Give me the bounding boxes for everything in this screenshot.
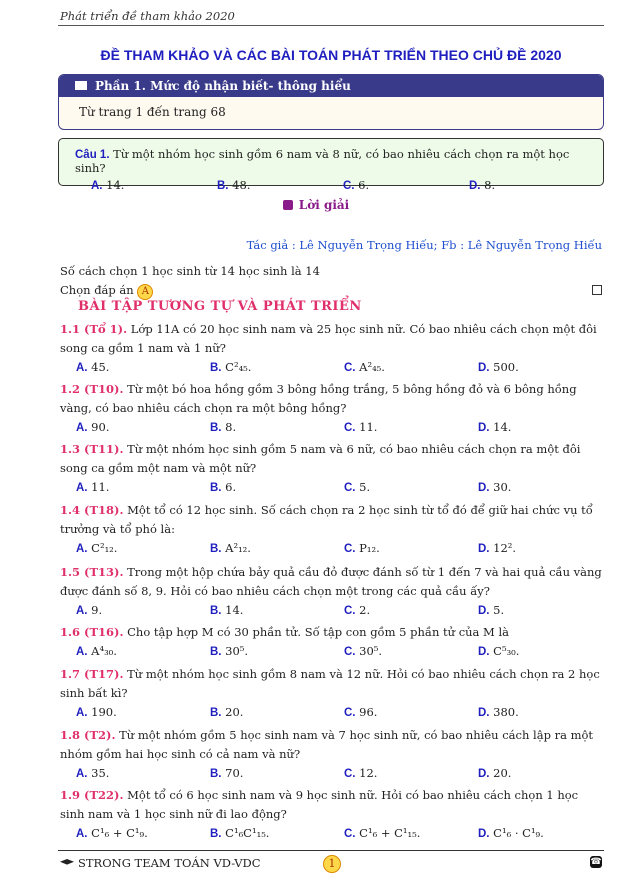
option-b: B. 20. [210,705,244,719]
option-d: D. 20. [478,766,512,780]
phone-icon: ☎ [590,857,602,867]
problem-number: 1.1 (Tổ 1). [60,322,128,336]
option-a: A. 90. [76,420,110,434]
option-a: A. 45. [76,360,110,374]
option-d: D. C⁵₃₀. [478,644,520,658]
footer-rule [58,850,604,851]
problem-item [60,440,604,497]
problem-item [60,623,604,661]
option-d: D. 380. [478,705,519,719]
question-label: Câu 1. [75,149,110,161]
problem-number: 1.4 (T18). [60,503,124,517]
problem-text: 1.5 (T13). Trong một hộp chứa bảy quả cầu đỏ được đánh số từ 1 đến 7 và hai quả cầu vàng được đánh số 8, 9. Hỏi có bao nhiêu cách chọn một trong các quả cầu ấy? [60,565,602,598]
option-c: C. 11. [344,420,378,434]
solution-text: Số cách chọn 1 học sinh từ 14 học sinh là 14 [60,264,320,278]
option-c: C. 5. [344,480,371,494]
problem-text: 1.8 (T2). Từ một nhóm gồm 5 học sinh nam và 7 học sinh nữ, có bao nhiêu cách lập ra một nhóm gồm hai học sinh có cả nam và nữ? [60,728,594,761]
question-line [59,139,603,175]
option-b: B. 70. [210,766,244,780]
problem-options [60,478,604,497]
problem-item [60,563,604,620]
header-rule [58,25,604,26]
section-title: BÀI TẬP TƯƠNG TỰ VÀ PHÁT TRIỂN [78,299,362,314]
problem-item [60,501,604,558]
problem-number: 1.5 (T13). [60,565,124,579]
option-d: D. 8. [469,178,496,192]
problem-options [60,358,604,377]
problem-item [60,726,604,783]
part-heading-text: Phần 1. Mức độ nhận biết- thông hiểu [95,79,351,93]
option-c: C. 12. [344,766,378,780]
problem-text: 1.7 (T17). Từ một nhóm học sinh gồm 8 nam và 12 nữ. Hỏi có bao nhiêu cách chọn ra 2 học sinh bất kì? [60,667,600,700]
option-b: B. 30⁵. [210,644,249,658]
option-d: D. 14. [478,420,512,434]
problem-item [60,380,604,437]
option-b: B. 14. [210,603,244,617]
problem-item [60,320,604,377]
option-a: A. C¹₆ + C¹₉. [76,826,148,840]
option-a: A. 9. [76,603,103,617]
option-a: A. 35. [76,766,110,780]
problem-number: 1.7 (T17). [60,667,124,681]
problem-options [60,703,604,722]
solution-heading: Lời giải [0,198,632,212]
option-c: C. 2. [344,603,371,617]
option-c: C. P₁₂. [344,541,380,555]
problem-options [60,418,604,437]
part-box [58,74,604,130]
option-b: B. A²₁₂. [210,541,251,555]
option-c: C. C¹₆ + C¹₁₅. [344,826,421,840]
running-header: Phát triển đề tham khảo 2020 [60,9,235,23]
problem-options [60,764,604,783]
graduation-cap-icon [60,859,74,866]
question-options [59,178,603,194]
option-b: B. 8. [210,420,237,434]
footer-team: STRONG TEAM TOÁN VD-VDC [60,856,261,870]
option-c: C. 6. [343,178,370,192]
page-number: 1 [323,855,341,873]
option-c: C. A²₄₅. [344,360,385,374]
page-title: ĐỀ THAM KHẢO VÀ CÁC BÀI TOÁN PHÁT TRIỂN THEO CHỦ ĐỀ 2020 [100,47,562,63]
option-d: D. 500. [478,360,519,374]
option-c: C. 96. [344,705,378,719]
problem-text: 1.1 (Tổ 1). Lớp 11A có 20 học sinh nam và 25 học sinh nữ. Có bao nhiêu cách chọn một đôi song ca gồm 1 nam và 1 nữ? [60,322,597,355]
option-b: B. C¹₆C¹₁₅. [210,826,270,840]
option-a: A. 14. [91,178,125,192]
problem-number: 1.8 (T2). [60,728,116,742]
option-a: A. 11. [76,480,110,494]
question-text: Từ một nhóm học sinh gồm 6 nam và 8 nữ, có bao nhiêu cách chọn ra một học sinh? [75,147,570,175]
part-heading [59,75,603,97]
part-body: Từ trang 1 đến trang 68 [79,105,226,119]
option-c: C. 30⁵. [344,644,383,658]
option-b: B. 6. [210,480,237,494]
answer-line: Chọn đáp án A [60,283,153,300]
folder-icon [75,81,87,90]
problem-options [60,642,604,661]
problem-number: 1.2 (T10). [60,382,124,396]
problem-text: 1.2 (T10). Từ một bó hoa hồng gồm 3 bông hồng trắng, 5 bông hồng đỏ và 6 bông hồng vàng, có bao nhiêu cách chọn ra một bông hồng? [60,382,577,415]
option-d: D. 5. [478,603,505,617]
qed-square [592,285,602,295]
option-d: D. 30. [478,480,512,494]
answer-badge: A [137,284,153,300]
problem-number: 1.9 (T22). [60,788,124,802]
option-b: B. C²₄₅. [210,360,252,374]
pencil-icon [283,200,293,210]
option-d: D. C¹₆ · C¹₉. [478,826,544,840]
option-a: A. 190. [76,705,117,719]
problem-options [60,601,604,620]
problem-text: 1.3 (T11). Từ một nhóm học sinh gồm 5 nam và 6 nữ, có bao nhiêu cách chọn ra một đôi song ca gồm một nam và một nữ? [60,442,581,475]
option-d: D. 12². [478,541,517,555]
author-line: Tác giả : Lê Nguyễn Trọng Hiếu; Fb : Lê Nguyễn Trọng Hiếu [246,238,602,252]
problem-item [60,665,604,722]
question-box [58,138,604,192]
problem-text: 1.6 (T16). Cho tập hợp M có 30 phần tử. Số tập con gồm 5 phần tử của M là [60,625,510,639]
problem-number: 1.6 (T16). [60,625,124,639]
option-a: A. A⁴₃₀. [76,644,117,658]
problem-text: 1.9 (T22). Một tổ có 6 học sinh nam và 9 học sinh nữ. Hỏi có bao nhiêu cách chọn 1 học sinh nam và 1 học sinh nữ đi lao động? [60,788,579,821]
problem-text: 1.4 (T18). Một tổ có 12 học sinh. Số cách chọn ra 2 học sinh từ tổ đó để giữ hai chức vụ tổ trưởng và tổ phó là: [60,503,593,536]
problem-options [60,539,604,558]
option-a: A. C²₁₂. [76,541,118,555]
problem-options [60,824,604,843]
option-b: B. 48. [217,178,251,192]
problem-item [60,786,604,843]
problem-number: 1.3 (T11). [60,442,124,456]
